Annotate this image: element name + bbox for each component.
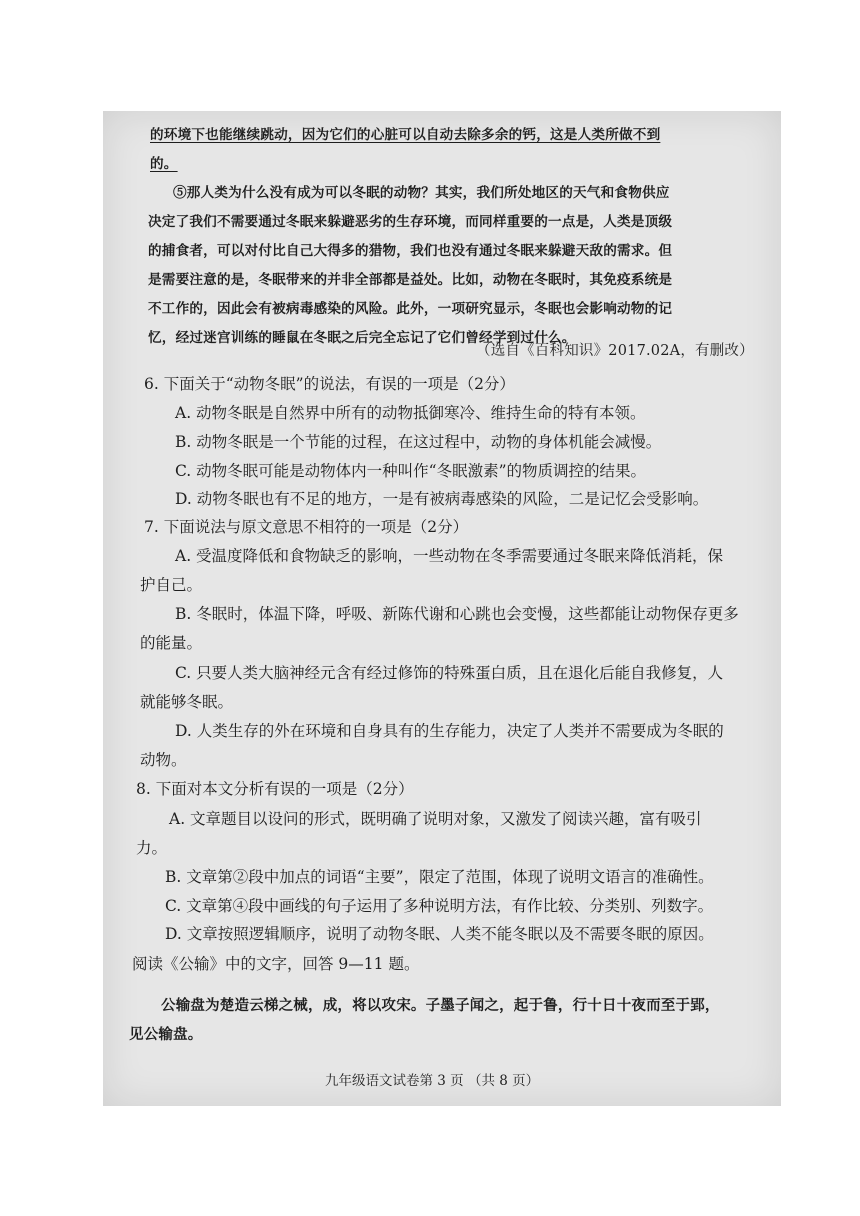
- question-7-option-c: C. 只要人类大脑神经元含有经过修饰的特殊蛋白质，且在退化后能自我修复，人: [175, 664, 724, 682]
- question-7-option-d-cont: 动物。: [140, 751, 187, 769]
- question-7-option-d: D. 人类生存的外在环境和自身具有的生存能力，决定了人类并不需要成为冬眠的: [175, 722, 724, 740]
- question-6-option-d: D. 动物冬眠也有不足的地方，一是有被病毒感染的风险，二是记忆会受影响。: [175, 490, 709, 508]
- question-7-option-a: A. 受温度降低和食物缺乏的影响，一些动物在冬季需要通过冬眠来降低消耗，保: [175, 547, 724, 565]
- question-8-option-c: C. 文章第④段中画线的句子运用了多种说明方法，有作比较、分类别、列数字。: [165, 897, 714, 915]
- question-7-option-b: B. 冬眠时，体温下降，呼吸、新陈代谢和心跳也会变慢，这些都能让动物保存更多: [175, 605, 739, 623]
- question-7-stem: 7. 下面说法与原文意思不相符的一项是（2分）: [144, 518, 469, 536]
- paragraph-5-line: 的捕食者，可以对付比自己大得多的猎物，我们也没有通过冬眠来躲避天敌的需求。但: [148, 243, 673, 259]
- question-6-option-a: A. 动物冬眠是自然界中所有的动物抵御寒冷、维持生命的特有本领。: [175, 404, 646, 422]
- page-footer: 九年级语文试卷第 3 页 （共 8 页）: [325, 1073, 540, 1089]
- question-8-option-a-cont: 力。: [136, 839, 168, 857]
- question-6-stem: 6. 下面关于“动物冬眠”的说法，有误的一项是（2分）: [144, 375, 515, 393]
- exam-page: [103, 111, 781, 1106]
- reading-text-line: 公输盘为楚造云梯之械，成，将以攻宋。子墨子闻之，起于鲁，行十日十夜而至于郢，: [161, 997, 720, 1014]
- question-6-option-c: C. 动物冬眠可能是动物体内一种叫作“冬眠激素”的物质调控的结果。: [175, 462, 647, 480]
- passage-line: 的环境下也能继续跳动，因为它们的心脏可以自动去除多余的钙，这是人类所做不到: [150, 127, 661, 143]
- paragraph-5-line: 是需要注意的是，冬眠带来的并非全部都是益处。比如，动物在冬眠时，其免疫系统是: [148, 272, 673, 288]
- paragraph-5-line: 忆，经过迷宫训练的睡鼠在冬眠之后完全忘记了它们曾经学到过什么。: [148, 330, 576, 346]
- passage-line: 的。: [150, 156, 178, 172]
- question-8-option-a: A. 文章题目以设问的形式，既明确了说明对象，又激发了阅读兴趣，富有吸引: [169, 810, 702, 828]
- question-8-stem: 8. 下面对本文分析有误的一项是（2分）: [136, 780, 414, 798]
- reading-text-line: 见公输盘。: [129, 1026, 203, 1043]
- paragraph-5-line: 决定了我们不需要通过冬眠来躲避恶劣的生存环境，而同样重要的一点是，人类是顶级: [148, 214, 673, 230]
- question-7-option-c-cont: 就能够冬眠。: [140, 693, 234, 711]
- paragraph-5-line: ⑤那人类为什么没有成为可以冬眠的动物？其实，我们所处地区的天气和食物供应: [173, 185, 670, 201]
- paragraph-5-line: 不工作的，因此会有被病毒感染的风险。此外，一项研究显示，冬眠也会影响动物的记: [148, 301, 673, 317]
- question-7-option-a-cont: 护自己。: [140, 576, 203, 594]
- passage-source: （选自《百科知识》2017.02A，有删改）: [476, 343, 754, 359]
- reading-intro: 阅读《公输》中的文字，回答 9—11 题。: [132, 955, 420, 973]
- question-6-option-b: B. 动物冬眠是一个节能的过程，在这过程中，动物的身体机能会减慢。: [175, 433, 662, 451]
- question-8-option-b: B. 文章第②段中加点的词语“主要”，限定了范围，体现了说明文语言的准确性。: [165, 868, 714, 886]
- question-7-option-b-cont: 的能量。: [140, 634, 203, 652]
- question-8-option-d: D. 文章按照逻辑顺序，说明了动物冬眠、人类不能冬眠以及不需要冬眠的原因。: [165, 925, 714, 943]
